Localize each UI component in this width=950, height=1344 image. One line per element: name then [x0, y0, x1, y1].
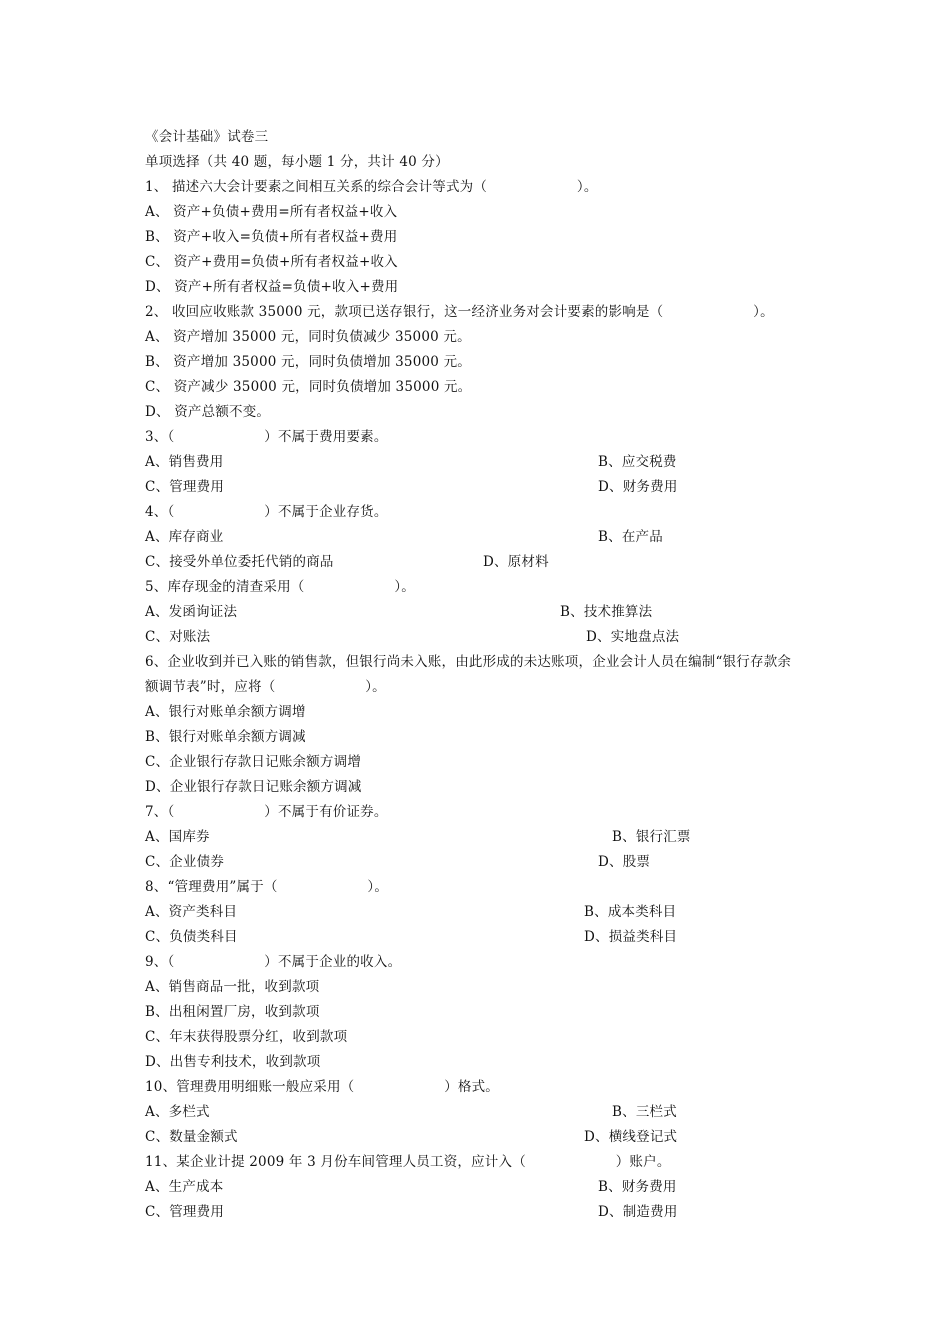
question-1-option-c: C、 资产+费用=负债+所有者权益+收入 — [145, 254, 398, 270]
section-heading: 单项选择（共 40 题，每小题 1 分，共计 40 分） — [145, 154, 449, 170]
question-6-option-b: B、银行对账单余额方调减 — [145, 729, 306, 745]
question-4-option-c: C、接受外单位委托代销的商品 — [145, 554, 334, 570]
question-4-option-a: A、库存商业 — [145, 529, 224, 545]
question-11-option-d: D、制造费用 — [598, 1204, 678, 1220]
question-9-stem: 9、（ ）不属于企业的收入。 — [145, 954, 402, 970]
question-7-option-d: D、股票 — [598, 854, 651, 870]
question-5-option-b: B、技术推算法 — [560, 604, 653, 620]
question-2-option-c: C、 资产减少 35000 元，同时负债增加 35000 元。 — [145, 379, 472, 395]
question-11-option-a: A、生产成本 — [145, 1179, 224, 1195]
question-5-stem: 5、库存现金的清查采用（ ）。 — [145, 579, 415, 595]
question-9-option-c: C、年末获得股票分红，收到款项 — [145, 1029, 348, 1045]
question-10-option-c: C、数量金额式 — [145, 1129, 238, 1145]
question-4-stem: 4、（ ）不属于企业存货。 — [145, 504, 388, 520]
question-6-option-c: C、企业银行存款日记账余额方调增 — [145, 754, 362, 770]
question-2-option-d: D、 资产总额不变。 — [145, 404, 271, 420]
question-9-option-b: B、出租闲置厂房，收到款项 — [145, 1004, 320, 1020]
question-1-stem: 1、 描述六大会计要素之间相互关系的综合会计等式为（ ）。 — [145, 179, 598, 195]
question-8-option-c: C、负债类科目 — [145, 929, 238, 945]
question-4-option-b: B、在产品 — [598, 529, 663, 545]
question-2-stem: 2、 收回应收账款 35000 元，款项已送存银行，这一经济业务对会计要素的影响是（ ）。 — [145, 304, 774, 320]
question-1-option-d: D、 资产+所有者权益=负债+收入+费用 — [145, 279, 399, 295]
question-8-option-a: A、资产类科目 — [145, 904, 238, 920]
question-4-option-d: D、原材料 — [483, 554, 549, 570]
question-6-option-d: D、企业银行存款日记账余额方调减 — [145, 779, 362, 795]
question-7-option-a: A、国库券 — [145, 829, 210, 845]
question-10-option-a: A、多栏式 — [145, 1104, 210, 1120]
question-10-option-b: B、三栏式 — [612, 1104, 677, 1120]
question-11-option-c: C、管理费用 — [145, 1204, 225, 1220]
question-1-option-b: B、 资产+收入=负债+所有者权益+费用 — [145, 229, 398, 245]
question-8-option-b: B、成本类科目 — [584, 904, 677, 920]
question-9-option-d: D、出售专利技术，收到款项 — [145, 1054, 321, 1070]
question-9-option-a: A、销售商品一批，收到款项 — [145, 979, 320, 995]
question-8-stem: 8、“管理费用”属于（ ）。 — [145, 879, 389, 895]
question-6-option-a: A、银行对账单余额方调增 — [145, 704, 306, 720]
document-title: 《会计基础》试卷三 — [145, 129, 269, 145]
question-8-option-d: D、损益类科目 — [584, 929, 678, 945]
question-5-option-a: A、发函询证法 — [145, 604, 238, 620]
question-2-option-a: A、 资产增加 35000 元，同时负债减少 35000 元。 — [145, 329, 471, 345]
question-5-option-c: C、对账法 — [145, 629, 211, 645]
question-7-option-c: C、企业债券 — [145, 854, 225, 870]
question-3-option-c: C、管理费用 — [145, 479, 225, 495]
question-5-option-d: D、实地盘点法 — [586, 629, 680, 645]
question-6-stem: 6、企业收到并已入账的销售款，但银行尚未入账，由此形成的未达账项，企业会计人员在编制“银行存款余 — [145, 654, 792, 670]
question-3-stem: 3、（ ）不属于费用要素。 — [145, 429, 388, 445]
question-7-option-b: B、银行汇票 — [612, 829, 691, 845]
question-10-option-d: D、横线登记式 — [584, 1129, 678, 1145]
question-3-option-a: A、销售费用 — [145, 454, 224, 470]
question-11-option-b: B、财务费用 — [598, 1179, 677, 1195]
question-3-option-d: D、财务费用 — [598, 479, 678, 495]
question-10-stem: 10、管理费用明细账一般应采用（ ）格式。 — [145, 1079, 500, 1095]
question-6-stem-continued: 额调节表”时，应将（ ）。 — [145, 679, 386, 695]
question-7-stem: 7、（ ）不属于有价证券。 — [145, 804, 388, 820]
question-11-stem: 11、某企业计提 2009 年 3 月份车间管理人员工资，应计入（ ）账户。 — [145, 1154, 671, 1170]
question-2-option-b: B、 资产增加 35000 元，同时负债增加 35000 元。 — [145, 354, 471, 370]
question-1-option-a: A、 资产+负债+费用=所有者权益+收入 — [145, 204, 398, 220]
question-3-option-b: B、应交税费 — [598, 454, 677, 470]
